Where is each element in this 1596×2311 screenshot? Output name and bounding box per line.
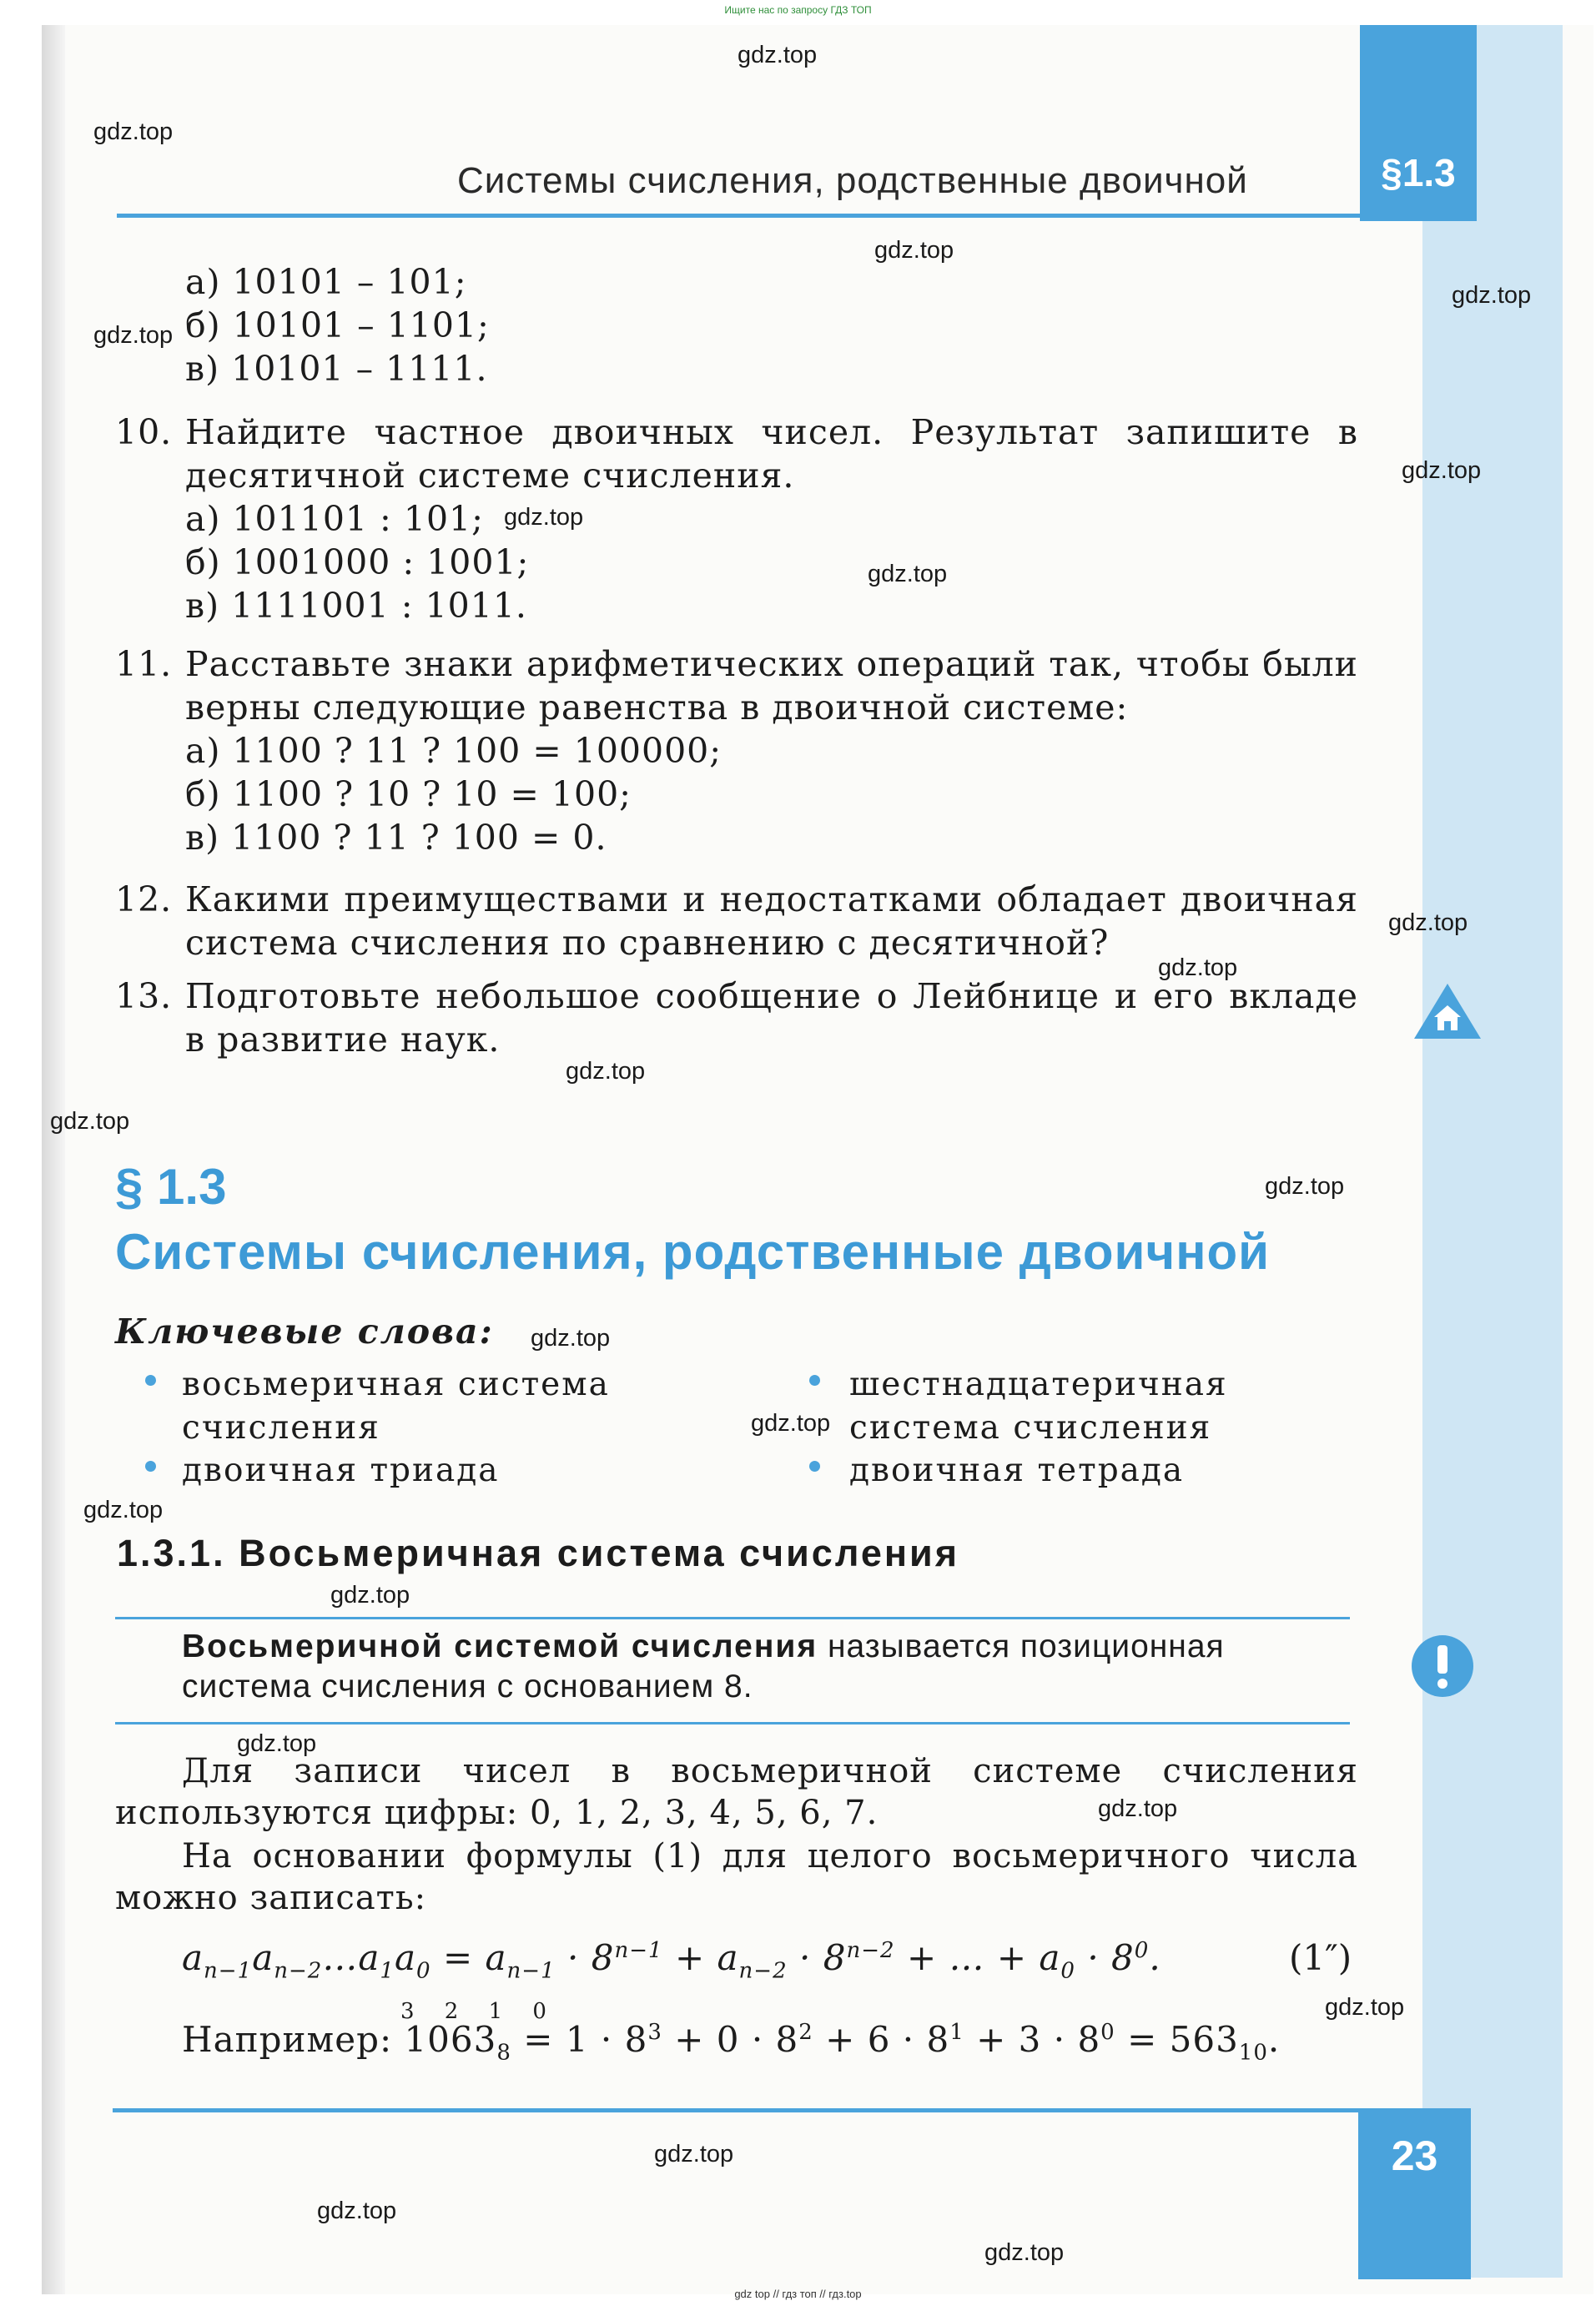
watermark: gdz.top <box>83 1497 164 1523</box>
paragraph-digits: Для записи чисел в восьмеричной системе счисления используются цифры: 0, 1, 2, 3, 4, 5, 6, 7. <box>115 1752 1358 1832</box>
watermark: gdz.top <box>738 42 818 68</box>
header-rule <box>117 214 1362 218</box>
keyword-3-line1: шестнадцатеричная <box>849 1366 1228 1403</box>
footer-rule <box>113 2108 1377 2112</box>
ex10-line1 <box>115 410 1358 454</box>
watermark: gdz.top <box>654 2141 734 2168</box>
ex11-number: 11. <box>115 644 173 684</box>
ex12-line1 <box>115 878 1358 921</box>
keyword-1-line2: счисления <box>182 1409 380 1447</box>
ex10-item-b: б) 1001000 : 1001; <box>185 542 530 582</box>
keyword-3-line2: система счисления <box>849 1409 1212 1447</box>
ex10-item-a: а) 101101 : 101; <box>185 499 484 539</box>
ex13-text: Подготовьте небольшое сообщение о Лейбнице и его вкладе <box>185 976 1358 1016</box>
ex9-item-c: в) 10101 – 1111. <box>185 349 488 389</box>
ex13-number: 13. <box>115 976 173 1016</box>
keyword-1 <box>182 1363 610 1450</box>
ex11-line2: верны следующие равенства в двоичной системе: <box>185 687 1129 728</box>
watermark: gdz.top <box>1158 954 1238 981</box>
watermark: gdz.top <box>566 1058 646 1085</box>
keyword-bullet <box>809 1461 820 1472</box>
ex10-line2: десятичной системе счисления. <box>185 456 795 496</box>
ex12-text: Какими преимуществами и недостатками обладает двоичная <box>185 879 1358 919</box>
page-number: 23 <box>1391 2132 1438 2179</box>
definition <box>182 1627 1350 1707</box>
keyword-2: двоичная триада <box>182 1452 500 1489</box>
watermark: gdz.top <box>237 1730 317 1757</box>
ex9-item-b: б) 10101 – 1101; <box>185 305 490 345</box>
watermark: gdz.top <box>1098 1795 1178 1822</box>
definition-term: Восьмеричной системой счисления <box>182 1629 818 1664</box>
definition-top-rule <box>115 1617 1350 1619</box>
home-icon[interactable] <box>1412 980 1483 1042</box>
watermark: gdz.top <box>330 1582 410 1609</box>
page-binding-shadow <box>42 25 65 2294</box>
watermark: gdz.top <box>531 1325 611 1352</box>
ex10-text: Найдите частное двоичных чисел. Результат запишите в <box>185 412 1358 452</box>
watermark: gdz.top <box>93 118 174 145</box>
watermark: gdz.top <box>317 2198 397 2224</box>
watermark: gdz.top <box>50 1108 130 1135</box>
ex11-item-b: б) 1100 ? 10 ? 10 = 100; <box>185 774 632 814</box>
keyword-3 <box>849 1363 1228 1450</box>
ex12-line2: система счисления по сравнению с десятичной? <box>185 923 1110 963</box>
digit-position-indices: 3 2 1 0 <box>400 1999 558 2024</box>
definition-body: называется позиционная система счисления с основанием 8. <box>182 1629 1225 1704</box>
watermark: gdz.top <box>868 561 948 587</box>
ex11-item-c: в) 1100 ? 11 ? 100 = 0. <box>185 818 607 858</box>
watermark: gdz.top <box>1402 457 1482 484</box>
watermark: gdz.top <box>874 237 954 264</box>
ex10-number: 10. <box>115 412 173 452</box>
keyword-bullet <box>145 1461 156 1472</box>
paragraph-formula-intro: На основании формулы (1) для целого восьмеричного числа можно записать: <box>115 1837 1358 1917</box>
keyword-bullet <box>145 1375 156 1386</box>
formula-number: (1″) <box>1289 1937 1352 1978</box>
definition-bottom-rule <box>115 1722 1350 1724</box>
ex10-item-c: в) 1111001 : 1011. <box>185 586 527 626</box>
watermark: gdz.top <box>751 1410 831 1437</box>
ex9-item-a: а) 10101 – 101; <box>185 262 467 302</box>
watermark: gdz.top <box>1452 282 1532 309</box>
watermark: gdz.top <box>984 2239 1065 2266</box>
section-tab-label: §1.3 <box>1381 151 1456 194</box>
watermark: gdz.top <box>1325 1994 1405 2021</box>
keywords-label: Ключевые слова: <box>115 1312 494 1352</box>
example-label: Например: <box>182 2019 393 2060</box>
watermark: gdz.top <box>93 322 174 349</box>
watermark: gdz.top <box>1265 1173 1345 1200</box>
subsection-title: 1.3.1. Восьмеричная система счисления <box>117 1532 959 1574</box>
top-banner: Ищите нас по запросу ГДЗ ТОП <box>724 4 872 16</box>
keyword-1-line1: восьмеричная система <box>182 1366 610 1403</box>
running-header-title: Системы счисления, родственные двоичной <box>457 160 1248 201</box>
important-icon <box>1412 1635 1473 1697</box>
ex11-line1 <box>115 642 1358 686</box>
keyword-bullet <box>809 1375 820 1386</box>
watermark: gdz.top <box>1388 909 1468 936</box>
margin-strip <box>1422 25 1563 2278</box>
ex13-line2: в развитие наук. <box>185 1020 501 1060</box>
keyword-4: двоичная тетрада <box>849 1452 1185 1489</box>
ex11-item-a: а) 1100 ? 11 ? 100 = 100000; <box>185 731 722 771</box>
example: Например: $1063_8 = 1 \cdot 8^3 + 0 \cdot 8^2 + 6 \cdot 8^1 + 3 \cdot 8^0 = 563_{10}$. <box>182 2019 1281 2066</box>
bottom-banner: gdz top // гдз топ // гдз.top <box>734 2288 862 2300</box>
section-title: Системы счисления, родственные двоичной <box>115 1224 1271 1280</box>
formula: $a_{n-1}a_{n-2}\dots a_1a_0 = a_{n-1} \cdot 8^{n-1} + a_{n-2} \cdot 8^{n-2}$ + … + $a_0 \cdot 8^0$. <box>182 1937 1161 1984</box>
section-number: § 1.3 <box>115 1159 227 1215</box>
ex12-number: 12. <box>115 879 173 919</box>
ex11-text: Расставьте знаки арифметических операций так, чтобы были <box>185 644 1358 684</box>
watermark: gdz.top <box>504 504 584 531</box>
